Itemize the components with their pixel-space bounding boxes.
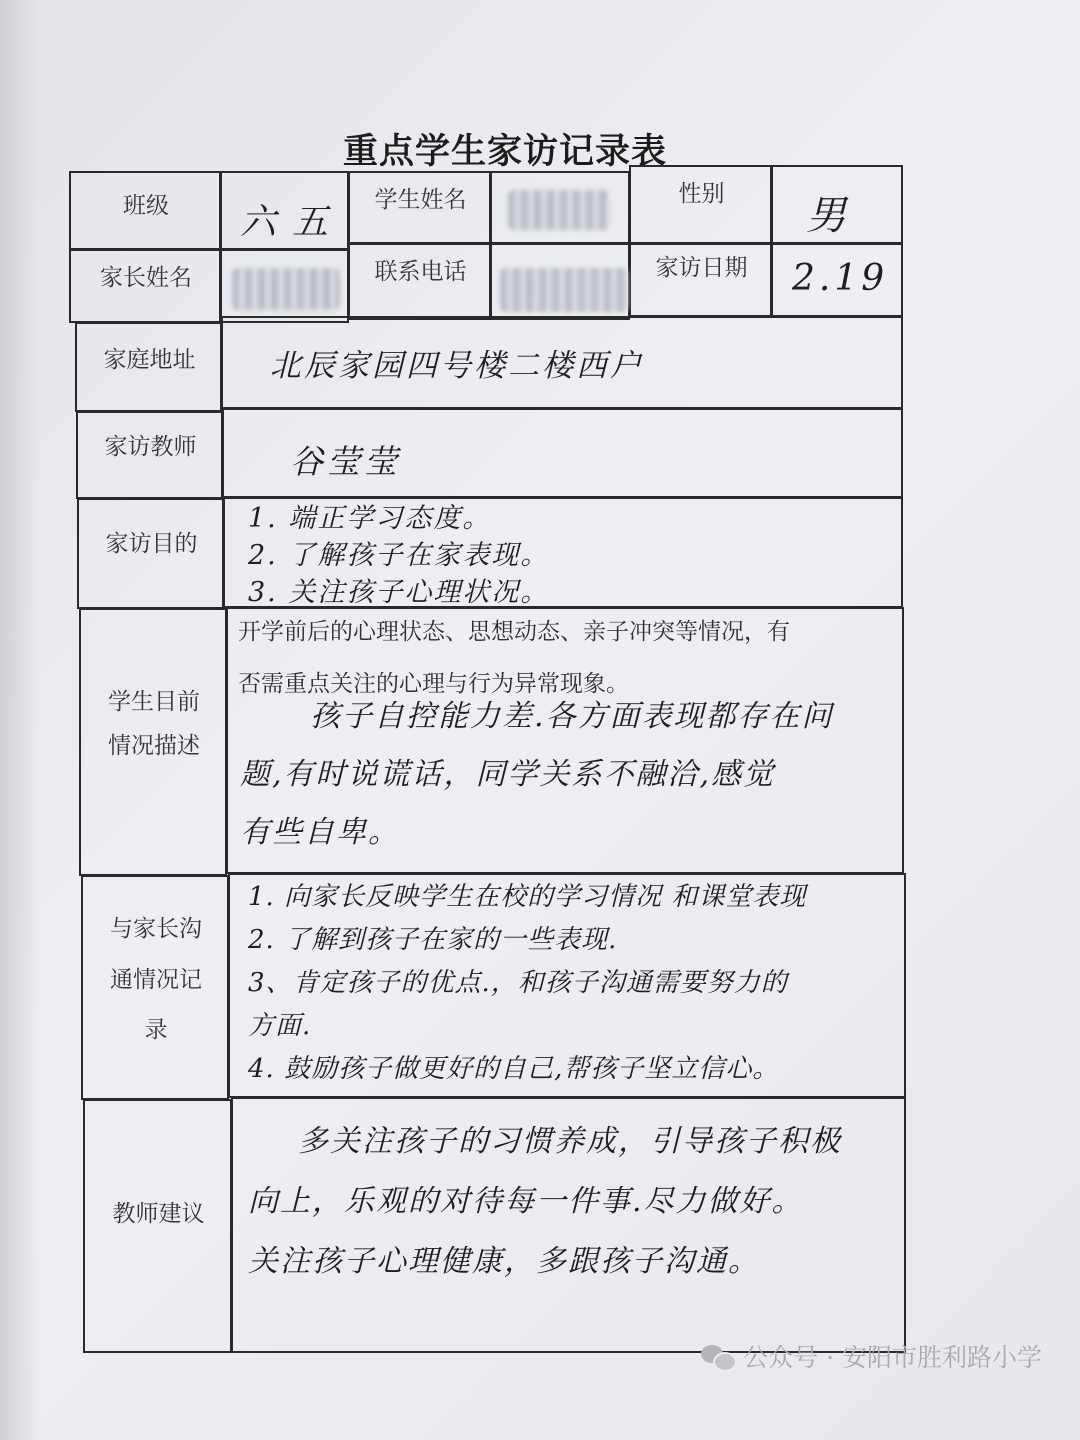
- purpose-item-3: 3. 关注孩子心理状况。: [248, 577, 550, 608]
- value-address: 北辰家园四号楼二楼西户: [270, 348, 644, 384]
- situation-text: [240, 688, 834, 862]
- label-communication: [82, 900, 230, 1060]
- comm-item-2: 2. 了解到孩子在家的一些表现.: [248, 925, 618, 955]
- comm-item-1: 1. 向家长反映学生在校的学习情况 和课堂表现: [248, 882, 807, 912]
- watermark: [701, 1338, 1042, 1374]
- label-purpose: 家访目的: [105, 531, 198, 558]
- comm-item-4: 4. 鼓励孩子做更好的自己,帮孩子坚立信心。: [248, 1054, 780, 1084]
- purpose-item-1: 1. 端正学习态度。: [248, 503, 492, 534]
- advice-line-2: 向上，乐观的对待每一件事.尽力做好。: [248, 1184, 804, 1219]
- parent-name-redacted: [232, 268, 340, 310]
- situation-line-1: 孩子自控能力差.各方面表现都存在问: [310, 699, 834, 734]
- situation-prompt-line-1: 开学前后的心理状态、思想动态、亲子冲突等情况，有: [238, 619, 790, 645]
- label-situation-line-2: 情况描述: [108, 733, 200, 759]
- comm-item-3-cont: 方面.: [248, 1011, 312, 1041]
- communication-list: [248, 876, 806, 1091]
- phone-redacted: [500, 268, 628, 312]
- value-teacher: 谷莹莹: [290, 442, 401, 481]
- form-title: 重点学生家访记录表: [342, 131, 667, 172]
- situation-prompt-line-2: 否需重点关注的心理与行为异常现象。: [238, 671, 629, 697]
- watermark-text: 公众号 · 安阳市胜利路小学: [743, 1343, 1042, 1372]
- value-visit-date: 2.19: [792, 258, 889, 299]
- situation-line-3: 有些自卑。: [240, 815, 400, 850]
- label-address: 家庭地址: [103, 346, 196, 373]
- label-gender: 性别: [678, 181, 725, 208]
- label-situation: [80, 660, 228, 790]
- label-phone: 联系电话: [374, 259, 467, 286]
- advice-text: [248, 1112, 842, 1292]
- comm-item-3: 3、肯定孩子的优点.，和孩子沟通需要努力的: [248, 968, 788, 998]
- purpose-item-2: 2. 了解孩子在家表现。: [248, 540, 550, 571]
- label-situation-line-1: 学生目前: [108, 689, 200, 716]
- label-comm-line-3: 录: [144, 1017, 168, 1044]
- label-advice: 教师建议: [112, 1201, 205, 1228]
- label-comm-line-1: 与家长沟: [110, 916, 202, 943]
- label-comm-line-2: 通情况记: [110, 966, 202, 993]
- advice-line-1: 多关注孩子的习惯养成，引导孩子积极: [298, 1124, 842, 1159]
- student-name-redacted: [508, 190, 610, 230]
- label-teacher: 家访教师: [104, 434, 197, 461]
- value-class: 六五: [240, 202, 345, 243]
- wechat-icon: [701, 1343, 735, 1369]
- situation-line-2: 题,有时说谎话，同学关系不融洽,感觉: [240, 757, 776, 792]
- label-class: 班级: [123, 193, 169, 220]
- label-student-name: 学生姓名: [374, 187, 467, 214]
- page-shadow: [0, 0, 40, 1440]
- label-parent-name: 家长姓名: [100, 265, 192, 292]
- label-visit-date: 家访日期: [655, 255, 748, 282]
- purpose-list: [248, 500, 549, 611]
- value-gender: 男: [806, 193, 846, 239]
- advice-line-3: 关注孩子心理健康，多跟孩子沟通。: [248, 1244, 760, 1279]
